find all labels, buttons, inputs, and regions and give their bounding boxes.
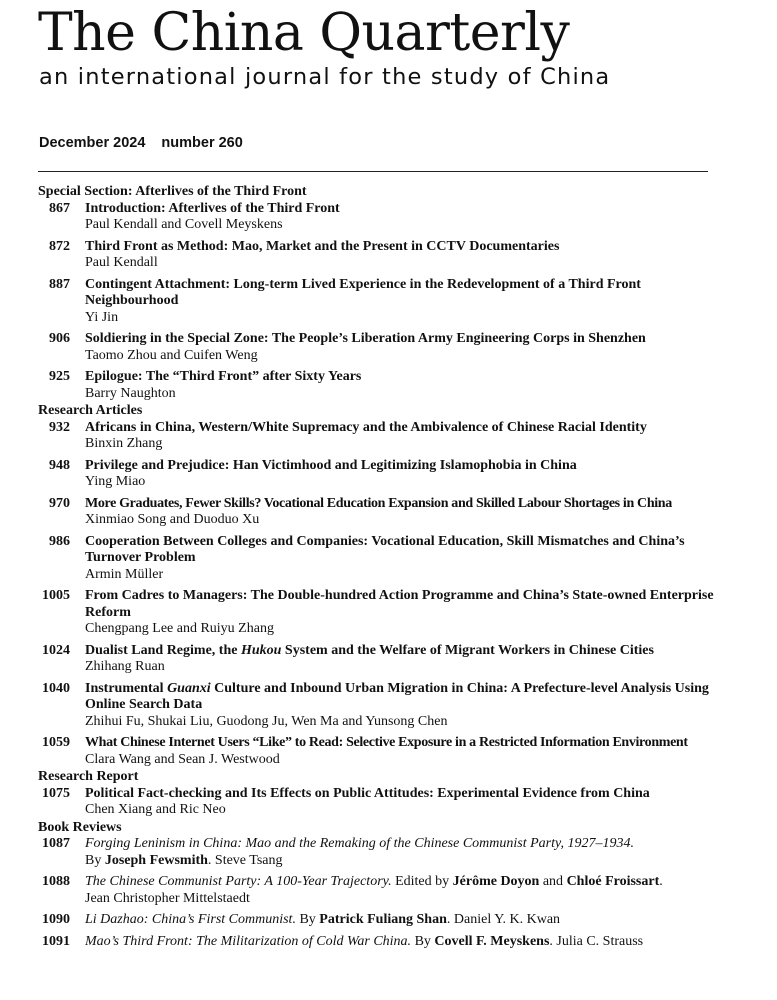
toc-entry[interactable] (38, 643, 718, 676)
reviewer: . Daniel Y. K. Kwan (446, 912, 561, 927)
article-title (85, 681, 718, 714)
page-number: 925 (49, 369, 70, 384)
book-author: Covell F. Meyskens (434, 933, 550, 949)
article-title: Soldiering in the Special Zone: The People’s Liberation Army Engineering Corps in Shenzhen (85, 331, 646, 346)
page-number: 970 (49, 495, 70, 511)
title-part: Culture and Inbound Urban Migration in China: A Prefecture-level Analysis Using Online Search Data (85, 680, 709, 712)
toc-entry[interactable] (38, 277, 718, 327)
page-number: 906 (49, 331, 70, 346)
article-title: Political Fact-checking and Its Effects on Public Attitudes: Experimental Evidence from China (85, 785, 650, 801)
article-authors: Ying Miao (85, 474, 146, 489)
book-title: Li Dazhao: China’s First Communist. (85, 912, 296, 927)
article-authors: Binxin Zhang (85, 436, 163, 451)
toc-entry[interactable] (38, 534, 718, 584)
page-number: 948 (49, 457, 70, 473)
table-of-contents (38, 184, 718, 955)
by-label: By (411, 933, 435, 949)
book-author: Joseph Fewsmith (104, 852, 208, 868)
toc-entry[interactable] (38, 786, 718, 819)
article-title: From Cadres to Managers: The Double-hundred Action Programme and China’s State-owned Enterprise Reform (85, 588, 714, 620)
toc-entry[interactable] (38, 588, 718, 638)
toc-entry[interactable] (38, 239, 718, 272)
toc-entry[interactable] (38, 369, 718, 402)
toc-entry[interactable] (38, 496, 718, 529)
by-label: By (85, 852, 105, 868)
article-authors: Zhihui Fu, Shukai Liu, Guodong Ju, Wen Ma and Yunsong Chen (85, 713, 448, 729)
toc-entry[interactable] (38, 836, 718, 869)
toc-entry[interactable] (38, 934, 718, 951)
book-title: Forging Leninism in China: Mao and the Remaking of the Chinese Communist Party, 1927–1934. (85, 836, 634, 851)
reviewer: Jean Christopher Mittelstaedt (85, 890, 250, 906)
article-title: Privilege and Prejudice: Han Victimhood and Legitimizing Islamophobia in China (85, 457, 577, 473)
reviewer: . Steve Tsang (207, 852, 283, 868)
issue-number: number 260 (161, 135, 243, 151)
toc-entry[interactable] (38, 331, 718, 364)
article-title: Cooperation Between Colleges and Companies: Vocational Education, Skill Mismatches and China’s Turnover Problem (85, 533, 685, 565)
toc-entry[interactable] (38, 420, 718, 453)
article-title: What Chinese Internet Users “Like” to Read: Selective Exposure in a Restricted Information Environment (85, 735, 688, 750)
title-italic-term: Hukou (240, 642, 282, 658)
period: . (659, 874, 663, 889)
book-title: Mao’s Third Front: The Militarization of Cold War China. (85, 933, 412, 949)
book-editor: Jérôme Doyon (452, 874, 540, 889)
title-italic-term: Guanxi (167, 680, 211, 696)
article-authors: Xinmiao Song and Duoduo Xu (85, 512, 260, 527)
article-authors: Yi Jin (85, 309, 119, 325)
page-number: 1090 (42, 912, 70, 927)
article-title: Epilogue: The “Third Front” after Sixty Years (85, 369, 362, 384)
and-label: and (539, 874, 567, 889)
journal-title: The China Quarterly (38, 3, 570, 63)
article-authors: Chengpang Lee and Ruiyu Zhang (85, 621, 274, 636)
page-number: 1040 (42, 680, 70, 696)
edited-by-label: Edited by (391, 874, 453, 889)
toc-entry[interactable] (38, 912, 718, 929)
section-heading-book-reviews: Book Reviews (38, 819, 122, 835)
title-part: Instrumental (85, 680, 168, 696)
page-number: 1005 (42, 588, 70, 603)
section-heading-special: Special Section: Afterlives of the Third Front (38, 184, 307, 199)
page-number: 1091 (42, 933, 70, 949)
page-number: 932 (49, 419, 70, 435)
reviewer: . Julia C. Strauss (549, 933, 644, 949)
issue-date: December 2024 (39, 135, 146, 151)
article-authors: Paul Kendall (85, 255, 158, 270)
article-authors: Paul Kendall and Covell Meyskens (85, 217, 283, 232)
article-title: More Graduates, Fewer Skills? Vocational Education Expansion and Skilled Labour Shortages in China (85, 495, 672, 511)
article-authors: Chen Xiang and Ric Neo (85, 802, 226, 817)
page-number: 1088 (42, 874, 70, 889)
page-number: 867 (49, 200, 70, 216)
article-title: Africans in China, Western/White Supremacy and the Ambivalence of Chinese Racial Identity (85, 419, 647, 435)
journal-subtitle: an international journal for the study of China (39, 64, 611, 90)
page-number: 1087 (42, 836, 70, 851)
article-authors: Taomo Zhou and Cuifen Weng (85, 347, 258, 363)
section-heading-research-report: Research Report (38, 769, 139, 784)
article-title: Contingent Attachment: Long-term Lived Experience in the Redevelopment of a Third Front Neighbourhood (85, 276, 641, 308)
page-number: 887 (49, 276, 70, 292)
section-heading-research-articles: Research Articles (38, 403, 143, 418)
article-title (85, 643, 718, 660)
toc-entry[interactable] (38, 201, 718, 234)
article-authors: Barry Naughton (85, 385, 176, 401)
divider (38, 171, 708, 172)
by-label: By (295, 912, 320, 927)
article-authors: Armin Müller (85, 566, 164, 582)
title-part: Dualist Land Regime, the (85, 642, 241, 658)
article-title: Introduction: Afterlives of the Third Front (85, 200, 340, 216)
issue-info (39, 133, 243, 153)
page-number: 1024 (42, 642, 70, 658)
page-number: 986 (49, 533, 70, 549)
toc-entry[interactable] (38, 458, 718, 491)
book-editor: Chloé Froissart (566, 874, 660, 889)
article-authors: Zhihang Ruan (85, 659, 165, 674)
toc-entry[interactable] (38, 874, 718, 907)
page-number: 872 (49, 238, 70, 254)
article-title: Third Front as Method: Mao, Market and the Present in CCTV Documentaries (85, 238, 560, 254)
title-part: System and the Welfare of Migrant Workers in Chinese Cities (281, 642, 654, 658)
book-title: The Chinese Communist Party: A 100-Year Trajectory. (85, 874, 392, 889)
page-number: 1075 (42, 785, 70, 801)
book-author: Patrick Fuliang Shan (319, 912, 447, 927)
toc-entry[interactable] (38, 735, 718, 768)
page-number: 1059 (42, 735, 70, 750)
toc-entry[interactable] (38, 681, 718, 731)
article-authors: Clara Wang and Sean J. Westwood (85, 751, 280, 767)
